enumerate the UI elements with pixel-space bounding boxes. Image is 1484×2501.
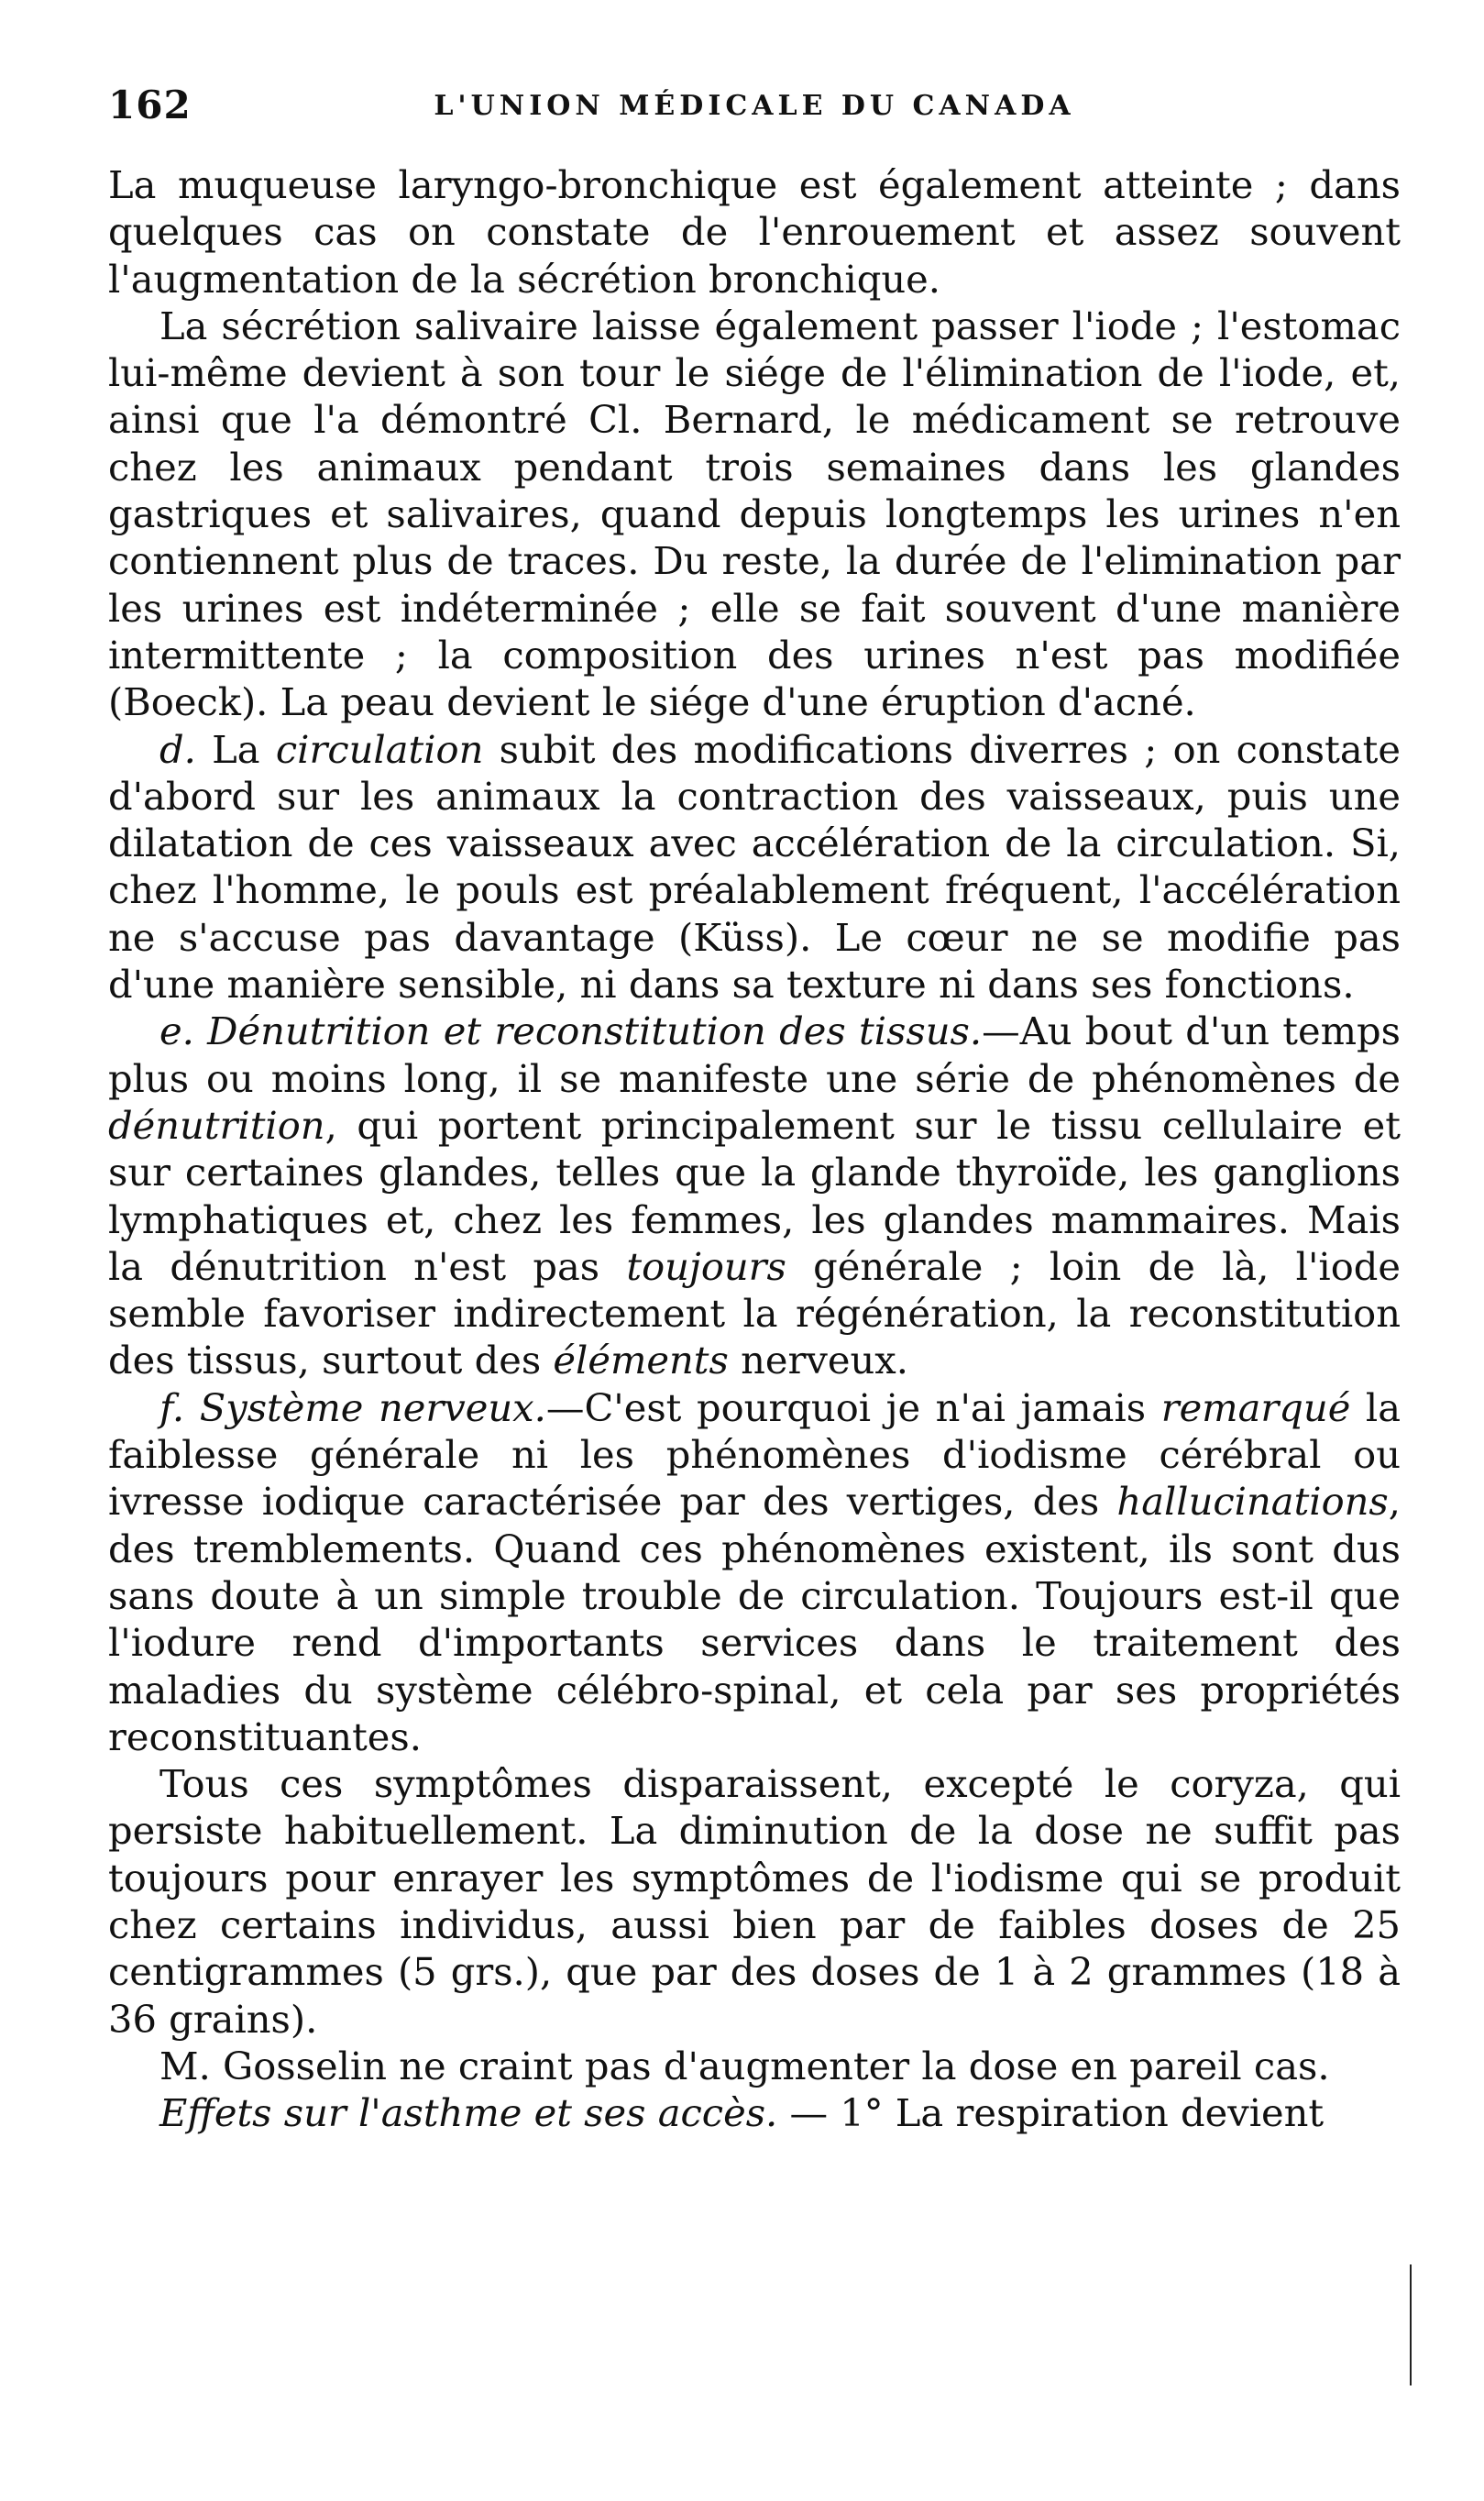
paragraph-text: nerveux. xyxy=(728,1338,908,1383)
paragraph-text: , des tremblements. Quand ces phénomènes existent, ils sont dus sans doute à un simple trouble de circulation. Toujours est-il que l'iodure rend d'importants services dans le traitement des maladies du système célébro-spinal, et cela par ses propriétés reconstituantes. xyxy=(108,1479,1401,1759)
paragraph-text: La xyxy=(212,726,276,772)
paragraph-text: générale ; loin de là, l'iode semble favoriser indirectement la régénération, la reconstitution des tissus, surtout des xyxy=(108,1243,1402,1383)
section-label: e. xyxy=(159,1008,194,1054)
paragraph-text: subit des modifications diverres ; on constate d'abord sur les animaux la contraction des vaisseaux, puis une dilatation de ces vaisseaux avec accélération de la circulation. Si, chez l'homme, le pouls est préalablement fréquent, l'accélération ne s'accuse pas davantage (Küss). Le cœur ne se modifie pas d'une manière sensible, ni dans sa texture ni dans ses fonctions. xyxy=(108,726,1401,1008)
page-number: 162 xyxy=(108,83,192,127)
section-label: f. xyxy=(159,1384,185,1430)
paragraph-text: —Au bout d'un temps plus ou moins long, il se manifeste une série de phénomènes de xyxy=(108,1008,1401,1101)
paragraph-gosselin xyxy=(108,2043,1401,2089)
section-heading: Système nerveux. xyxy=(199,1384,546,1430)
paragraph-asthma xyxy=(108,2089,1401,2136)
paragraph-salivary-secretion xyxy=(108,303,1401,726)
section-heading: Effets sur l'asthme et ses accès. xyxy=(159,2090,778,2136)
emphasized-term: remarqué xyxy=(1160,1384,1351,1430)
paragraph-text: — 1° La respiration devient xyxy=(777,2090,1325,2136)
section-heading: Dénutrition et reconstitution des tissus. xyxy=(207,1008,983,1054)
paragraph-circulation xyxy=(108,726,1401,1008)
paragraph-text: La sécrétion salivaire laisse également passer l'iode ; l'estomac lui-même devient à son tour le siége de l'élimination de l'iode, et, ainsi que l'a démontré Cl. Bernard, le médicament se retrouve chez les animaux pendant trois semaines dans les glandes gastriques et salivaires, quand depuis longtemps les urines n'en contiennent plus de traces. Du reste, la durée de l'elimination par les urines est indéterminée ; elle se fait souvent d'une manière intermittente ; la composition des urines n'est pas modifiée (Boeck). La peau devient le siége d'une éruption d'acné. xyxy=(108,303,1401,725)
paragraph-text: , qui portent principalement sur le tissu cellulaire et sur certaines glandes, telles que la glande thyroïde, les ganglions lymphatiques et, chez les femmes, les glandes mammaires. Mais la dénutrition n'est pas xyxy=(108,1102,1401,1289)
paragraph-text: La muqueuse laryngo-bronchique est également atteinte ; dans quelques cas on constate de l'enrouement et assez souvent l'augmentation de la sécrétion bronchique. xyxy=(108,162,1401,302)
section-label: d. xyxy=(159,726,196,772)
emphasized-term: hallucinations xyxy=(1116,1479,1389,1525)
paragraph-text: —C'est pourquoi je n'ai jamais xyxy=(545,1384,1161,1430)
emphasized-term: circulation xyxy=(275,726,484,772)
page-header xyxy=(108,83,1401,147)
emphasized-term: éléments xyxy=(553,1338,729,1383)
paragraph-nervous-system xyxy=(108,1384,1401,1760)
paragraph-respiratory-mucosa xyxy=(108,161,1401,303)
paragraph-text: la faiblesse générale ni les phénomènes d'iodisme cérébral ou ivresse iodique caractérisée par des vertiges, des xyxy=(108,1384,1401,1525)
running-title: L'UNION MÉDICALE DU CANADA xyxy=(434,90,1075,122)
paragraph-text: M. Gosselin ne craint pas d'augmenter la dose en pareil cas. xyxy=(159,2043,1330,2088)
paragraph-denutrition xyxy=(108,1008,1401,1383)
paragraph-symptoms xyxy=(108,1760,1401,2043)
emphasized-term: dénutrition xyxy=(108,1102,325,1148)
margin-rule xyxy=(1410,2264,1412,2385)
paragraph-text: Tous ces symptômes disparaissent, excepté le coryza, qui persiste habituellement. La diminution de la dose ne suffit pas toujours pour enrayer les symptômes de l'iodisme qui se produit chez certains individus, aussi bien par de faibles doses de 25 centigrammes (5 grs.), que par des doses de 1 à 2 grammes (18 à 36 grains). xyxy=(108,1761,1401,2042)
document-page xyxy=(108,83,1401,2136)
emphasized-term: toujours xyxy=(626,1243,786,1289)
body-text xyxy=(108,161,1401,2136)
